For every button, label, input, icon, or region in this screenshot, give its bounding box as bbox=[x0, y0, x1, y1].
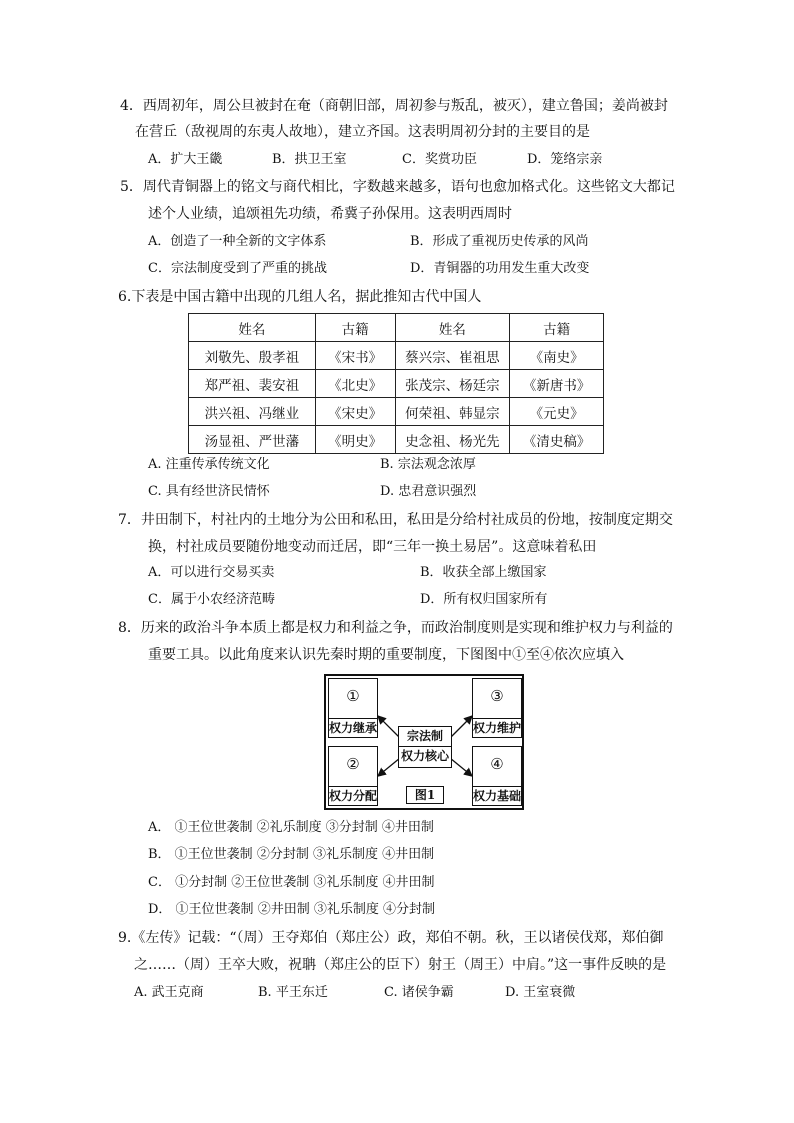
figure-label: 图1 bbox=[406, 786, 444, 804]
q5-option-b: B．形成了重视历史传承的风尚 bbox=[410, 234, 589, 249]
q9-stem-line2: 之……（周）王卒大败，祝聃（郑庄公的臣下）射王（周王）中肩。”这一事件反映的是 bbox=[134, 957, 667, 973]
table-header-cell: 古籍 bbox=[510, 314, 604, 342]
q7-stem-line2: 换，村社成员要随份地变动而迁居，即“三年一换土易居”。这意味着私田 bbox=[148, 539, 597, 555]
diagram-center-box bbox=[398, 726, 452, 768]
table-row bbox=[189, 426, 604, 454]
box4-number: ④ bbox=[490, 755, 504, 773]
q5-stem-line2: 述个人业绩，追颂祖先功绩，希冀子孙保用。这表明西周时 bbox=[148, 206, 512, 222]
table-cell: 郑严祖、裴安祖 bbox=[189, 370, 316, 398]
diagram-box-2 bbox=[328, 746, 378, 806]
q6-names-table bbox=[188, 313, 604, 454]
table-cell: 刘敬先、殷孝祖 bbox=[189, 342, 316, 370]
table-cell: 《明史》 bbox=[315, 426, 395, 454]
table-cell: 何荣祖、韩显宗 bbox=[395, 398, 510, 426]
table-cell: 《清史稿》 bbox=[510, 426, 604, 454]
table-header-cell: 姓名 bbox=[189, 314, 316, 342]
q5-stem-line1: 5．周代青铜器上的铭文与商代相比，字数越来越多，语句也愈加格式化。这些铭文大都记 bbox=[120, 179, 675, 195]
q7-option-a: A．可以进行交易买卖 bbox=[148, 565, 275, 580]
q7-stem-line1: 7．井田制下，村社内的土地分为公田和私田，私田是分给村社成员的份地，按制度定期交 bbox=[118, 512, 673, 528]
q9-option-c: C. 诸侯争霸 bbox=[384, 985, 454, 1000]
q5-option-a: A．创造了一种全新的文字体系 bbox=[148, 234, 327, 249]
table-row bbox=[189, 370, 604, 398]
q4-option-c: C．奖赏功臣 bbox=[402, 152, 477, 167]
q6-option-c: C. 具有经世济民情怀 bbox=[148, 484, 270, 499]
q4-stem-line1: 4．西周初年，周公旦被封在奄（商朝旧部，周初参与叛乱，被灭），建立鲁国；姜尚被封 bbox=[120, 98, 668, 114]
q7-option-d: D．所有权归国家所有 bbox=[420, 592, 548, 607]
q8-stem-line1: 8．历来的政治斗争本质上都是权力和利益之争，而政治制度则是实现和维护权力与利益的 bbox=[118, 620, 673, 636]
q8-option-a: A． ①王位世袭制 ②礼乐制度 ③分封制 ④井田制 bbox=[148, 820, 434, 835]
q8-option-c: C． ①分封制 ②王位世袭制 ③礼乐制度 ④井田制 bbox=[148, 875, 435, 890]
center-bottom-label: 权力核心 bbox=[400, 749, 449, 763]
q9-stem-line1: 9.《左传》记载：“（周）王夺郑伯（郑庄公）政，郑伯不朝。秋，王以诸侯伐郑，郑伯御 bbox=[118, 930, 664, 946]
table-header-cell: 古籍 bbox=[315, 314, 395, 342]
box2-number: ② bbox=[346, 755, 360, 773]
q6-option-b: B. 宗法观念浓厚 bbox=[380, 457, 476, 472]
box1-number: ① bbox=[346, 687, 360, 705]
q7-option-b: B．收获全部上缴国家 bbox=[420, 565, 547, 580]
diagram-box-3 bbox=[472, 678, 522, 738]
table-cell: 《南史》 bbox=[510, 342, 604, 370]
table-cell: 史念祖、杨光先 bbox=[395, 426, 510, 454]
diagram-box-4 bbox=[472, 746, 522, 806]
q4-option-b: B．拱卫王室 bbox=[272, 152, 347, 167]
table-cell: 张茂宗、杨廷宗 bbox=[395, 370, 510, 398]
q4-stem-line2: 在营丘（敌视周的东夷人故地），建立齐国。这表明周初分封的主要目的是 bbox=[135, 124, 590, 140]
table-cell: 《宋史》 bbox=[315, 398, 395, 426]
q5-option-d: D．青铜器的功用发生重大改变 bbox=[410, 261, 590, 276]
q9-option-b: B. 平王东迁 bbox=[258, 985, 328, 1000]
table-cell: 《元史》 bbox=[510, 398, 604, 426]
q7-option-c: C．属于小农经济范畴 bbox=[148, 592, 275, 607]
diagram-box-1 bbox=[328, 678, 378, 738]
q8-stem-line2: 重要工具。以此角度来认识先秦时期的重要制度，下图图中①至④依次应填入 bbox=[148, 647, 624, 663]
box3-label: 权力维护 bbox=[473, 718, 521, 737]
q6-stem-line1: 6.下表是中国古籍中出现的几组人名，据此推知古代中国人 bbox=[118, 289, 482, 305]
table-header-row bbox=[189, 314, 604, 342]
table-cell: 洪兴祖、冯继业 bbox=[189, 398, 316, 426]
q8-option-b: B． ①王位世袭制 ②分封制 ③礼乐制度 ④井田制 bbox=[148, 847, 435, 862]
table-cell: 汤显祖、严世藩 bbox=[189, 426, 316, 454]
q8-option-d: D． ①王位世袭制 ②井田制 ③礼乐制度 ④分封制 bbox=[148, 902, 435, 917]
table-cell: 蔡兴宗、崔祖思 bbox=[395, 342, 510, 370]
q6-option-d: D. 忠君意识强烈 bbox=[380, 484, 477, 499]
power-structure-diagram bbox=[324, 674, 524, 810]
box2-label: 权力分配 bbox=[329, 786, 377, 805]
box4-label: 权力基础 bbox=[473, 786, 521, 805]
box1-label: 权力继承 bbox=[329, 718, 377, 737]
table-row bbox=[189, 398, 604, 426]
table-cell: 《宋书》 bbox=[315, 342, 395, 370]
table-cell: 《新唐书》 bbox=[510, 370, 604, 398]
box3-number: ③ bbox=[490, 687, 504, 705]
q4-option-d: D．笼络宗亲 bbox=[527, 152, 603, 167]
q9-option-d: D. 王室衰微 bbox=[505, 985, 576, 1000]
table-header-cell: 姓名 bbox=[395, 314, 510, 342]
table-row bbox=[189, 342, 604, 370]
table-cell: 《北史》 bbox=[315, 370, 395, 398]
q5-option-c: C．宗法制度受到了严重的挑战 bbox=[148, 261, 327, 276]
q9-option-a: A. 武王克商 bbox=[134, 985, 204, 1000]
q4-option-a: A．扩大王畿 bbox=[148, 152, 223, 167]
center-top-label: 宗法制 bbox=[399, 727, 451, 747]
q6-option-a: A. 注重传承传统文化 bbox=[148, 457, 270, 472]
